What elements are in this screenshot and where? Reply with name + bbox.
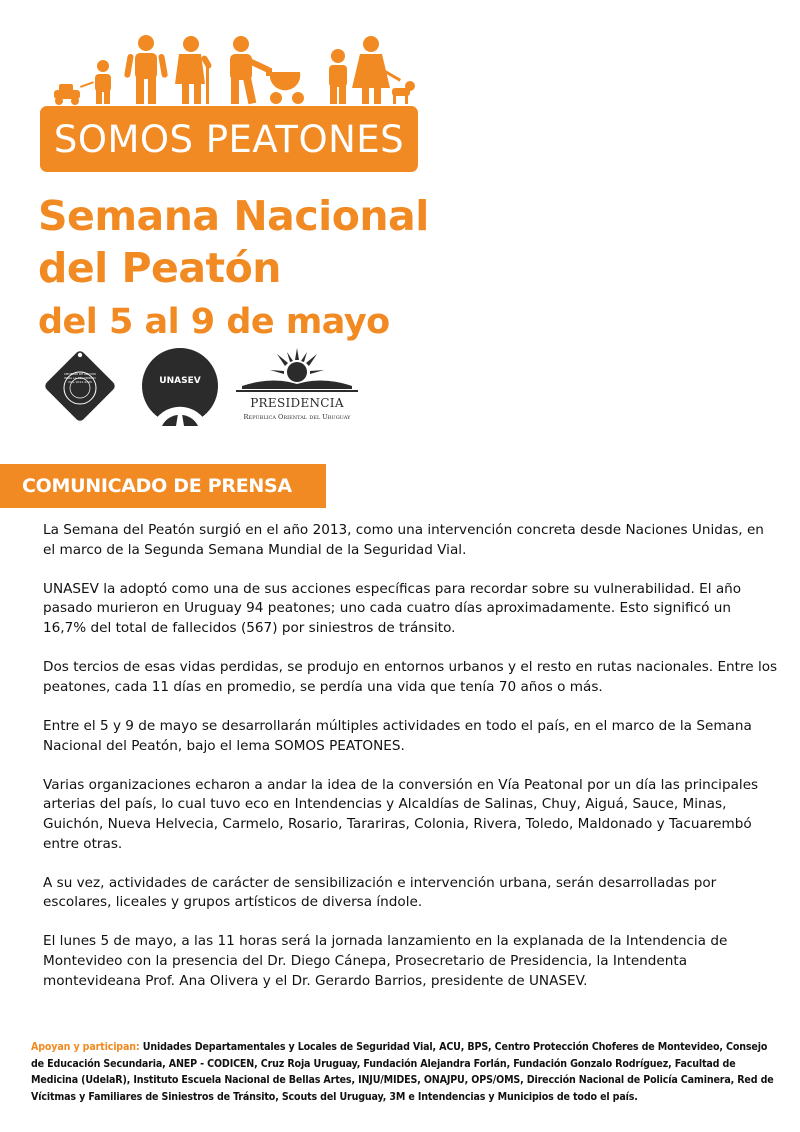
event-dates: del 5 al 9 de mayo [38, 302, 390, 342]
kid-figure-icon [329, 49, 347, 104]
paragraph: El lunes 5 de mayo, a las 11 horas será la jornada lanzamiento en la explanada de la Intendencia de Montevideo con la presencia del Dr. Diego Cánepa, Prosecretario de Presidencia, la Intendenta montevideana Prof. Ana Olivera y el Dr. Gerardo Barrios, presidente de UNASEV. [43, 933, 728, 989]
press-release-header: COMUNICADO DE PRENSA [0, 464, 326, 508]
supporters-footer [31, 1039, 776, 1105]
toy-car-icon [54, 81, 94, 105]
paragraph: La Semana del Peatón surgió en el año 2013, como una intervención concreta desde Naciones Unidas, en el marco de la Segunda Semana Mundial de la Seguridad Vial. [43, 522, 764, 558]
presidencia-subtitle: República Oriental del Uruguay [243, 413, 351, 421]
decade-logo-text: DECENIO DE ACCIÓN PARA LA SEGURIDAD VIAL 2011-2020 [64, 372, 96, 384]
paragraph: Varias organizaciones echaron a andar la idea de la conversión en Vía Peatonal por un día las principales arterias del país, lo cual tuvo eco en Intendencias y Alcaldías de Salinas, Chuy, Aiguá, Sauce, Minas, Guichón, Nueva Helvecia, Carmelo, Rosario, Tarariras, Colonia, Rivera, Toledo, Maldonado y Tacuarembó entre otras. [43, 776, 759, 852]
presidencia-title: PRESIDENCIA [250, 396, 344, 410]
paragraph: Dos tercios de esas vidas perdidas, se produjo en entornos urbanos y el resto en rutas nacionales. Entre los peatones, cada 11 días en promedio, se perdía una vida que tenía 70 años o más. [43, 659, 778, 695]
title-line-1: Semana Nacional [38, 192, 429, 240]
paragraph: A su vez, actividades de carácter de sensibilización e intervención urbana, serán desarrolladas por escolares, liceales y grupos artísticos de diversa índole. [43, 874, 717, 911]
unasev-logo-text: UNASEV [159, 376, 201, 386]
road-safety-decade-logo [40, 346, 120, 426]
paragraph: UNASEV la adoptó como una de sus acciones específicas para recordar sobre su vulnerabilidad. El año pasado murieron en Uruguay 94 peatones; uno cada cuatro días aproximadamente. Esto significó un 16,7% del total de fallecidos (567) por siniestros de tránsito. [43, 580, 742, 636]
paragraph: Entre el 5 y 9 de mayo se desarrollarán múltiples actividades en todo el país, en el marco de la Semana Nacional del Peatón, bajo el lema SOMOS PEATONES. [43, 717, 752, 754]
elderly-figure-icon [175, 36, 213, 104]
dog-icon [392, 81, 415, 104]
man-with-stroller-icon [230, 36, 304, 104]
title-line-2: del Peatón [38, 244, 281, 292]
press-release-body [43, 521, 778, 1011]
supporters-label: Apoyan y participan: [31, 1041, 140, 1053]
unasev-logo [140, 346, 220, 426]
presidencia-logo [232, 346, 362, 426]
man-figure-icon [124, 35, 168, 104]
sun-emblem-icon [236, 348, 358, 392]
supporters-list: Unidades Departamentales y Locales de Seguridad Vial, ACU, BPS, Centro Protección Choferes de Montevideo, Consejo de Educación Secundaria, ANEP - CODICEN, Cruz Roja Uruguay, Fundación Alejandra Forlán, Fundación Gonzalo Rodríguez, Facultad de Medicina (UdelaR), Instituto Escuela Nacional de Bellas Artes, INJU/MIDES, ONAJPU, OPS/OMS, Dirección Nacional de Policía Caminera, Red de Vícitmas y Familiares de Siniestros de Tránsito, Scouts del Uruguay, 3M e Intendencias y Municipios de todo el país. [31, 1041, 774, 1103]
somos-peatones-banner: SOMOS PEATONES [40, 106, 418, 172]
pedestrian-figures [48, 34, 418, 106]
child-figure-icon [95, 60, 111, 104]
